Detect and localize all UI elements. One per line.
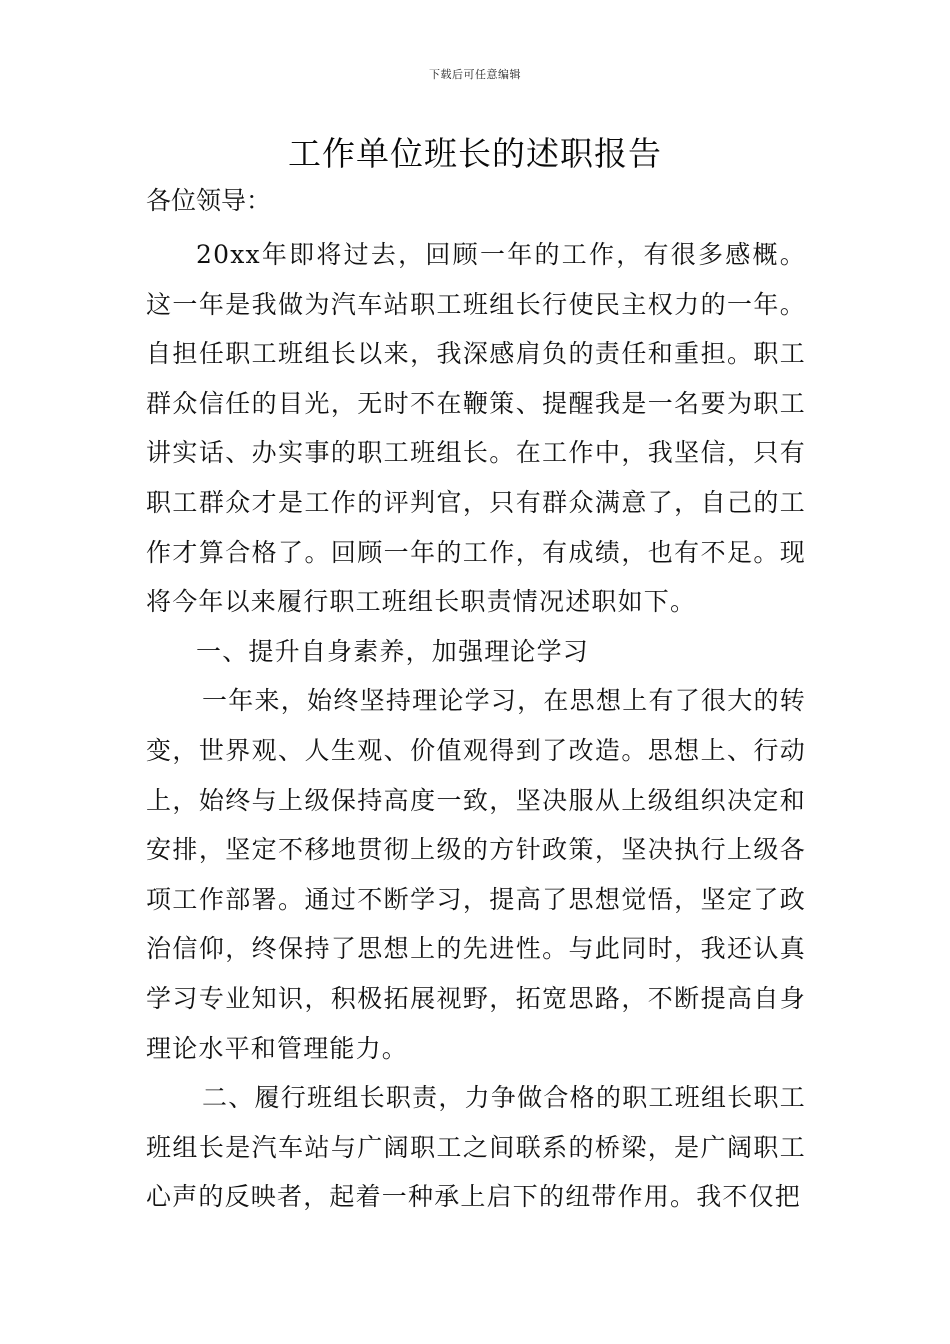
document-body [146,230,806,1222]
document-title: 工作单位班长的述职报告 [288,134,662,173]
section-heading-1: 一、提升自身素养，加强理论学习 [196,636,590,666]
paragraph-section-1: 一年来，始终坚持理论学习，在思想上有了很大的转变，世界观、人生观、价值观得到了改造。思想上、行动上，始终与上级保持高度一致，坚决服从上级组织决定和安排，坚定不移地贯彻上级的方针政策，坚决执行上级各项工作部署。通过不断学习，提高了思想觉悟，坚定了政治信仰，终保持了思想上的先进性。与此同时，我还认真学习专业知识，积极拓展视野，拓宽思路，不断提高自身理论水平和管理能力。 [146,686,806,1063]
header-note: 下载后可任意编辑 [429,68,521,81]
salutation: 各位领导： [146,186,272,215]
paragraph-intro: 20xx年即将过去，回顾一年的工作，有很多感概。这一年是我做为汽车站职工班组长行使民主权力的一年。自担任职工班组长以来，我深感肩负的责任和重担。职工群众信任的目光，无时不在鞭策、提醒我是一名要为职工讲实话、办实事的职工班组长。在工作中，我坚信，只有职工群众才是工作的评判官，只有群众满意了，自己的工作才算合格了。回顾一年的工作，有成绩，也有不足。现将今年以来履行职工班组长职责情况述职如下。 [146,240,806,617]
paragraph-section-2: 二、履行班组长职责，力争做合格的职工班组长职工班组长是汽车站与广阔职工之间联系的桥梁，是广阔职工心声的反映者，起着一种承上启下的纽带作用。我不仅把 [146,1083,806,1212]
